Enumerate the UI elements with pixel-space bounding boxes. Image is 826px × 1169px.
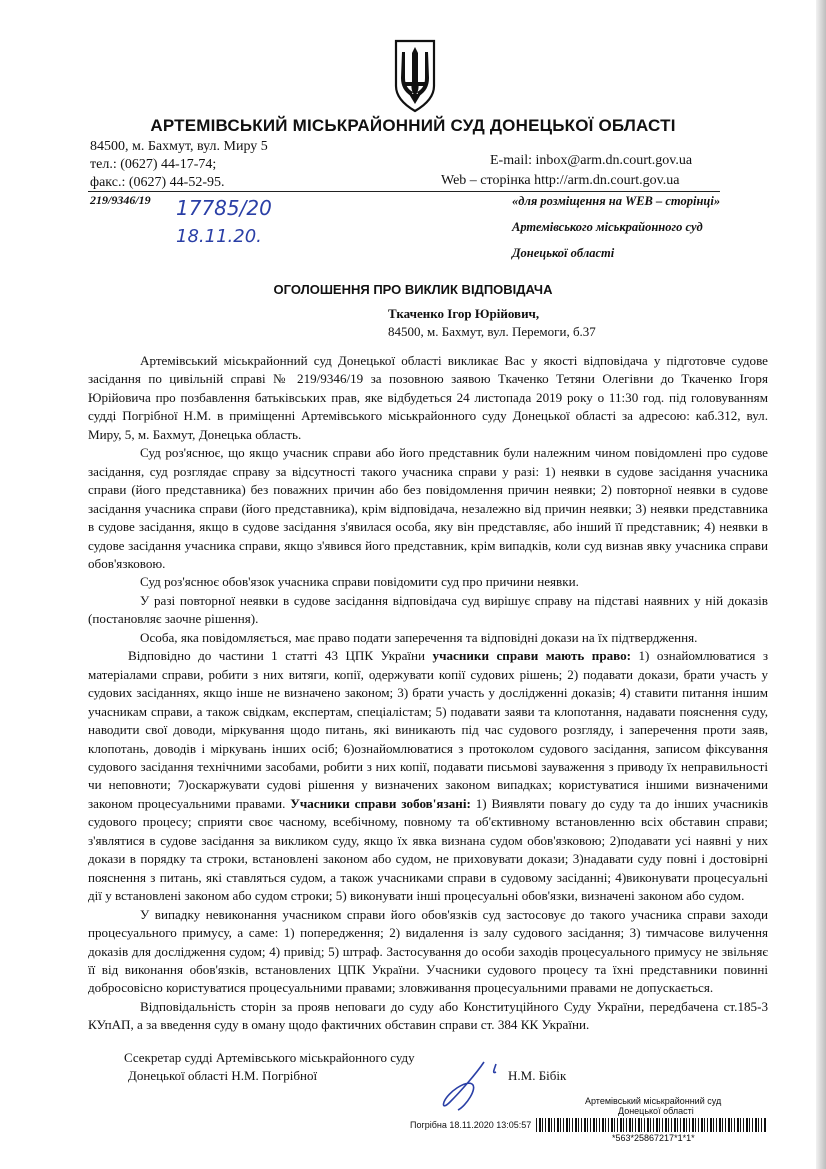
web-note-line-3: Донецької області — [512, 246, 615, 260]
web-note-line-2: Артемівського міськрайонного суд — [512, 220, 703, 234]
handwritten-ref-number: 17785/20 — [176, 196, 272, 220]
paragraph-coercion: У випадку невиконання учасником справи його обов'язків суд застосовує до такого учасника справи заходи процесуального примусу, а саме: 1) попередження; 2) видалення із залу судового засідання; 3) тимчасове вилучення доказів для дослідження судом; 4) привід; 5) штраф. Застосування до особи заходів процесуального примусу не звільняє її від виконання обов'язків, встановлених ЦПК України. Учасники судового процесу та їхні представники повинні добросовісно користуватися процесуальними правами; зловживання процесуальними правами не допускається. — [88, 906, 768, 996]
barcode-text: *563*25867217*1*1* — [612, 1133, 695, 1143]
duties-list: 1) Виявляти повагу до суду та до інших учасників судового процесу; сприяти своє часному, всебічному, повному та об'єктивному встановленню всіх обставин справи; з'являтися в судове засідання за викликом суду, якщо їх явка визнана судом обов'язковою; 2)подавати усі наявні у них докази в порядку та строки, встановлені законом або судом, не приховувати докази; 3)надавати суду повні і достовірні пояснення з питань, які ставляться судом, а також учасниками справи в судовому засіданні; 4)виконувати процесуальні дії у встановлені законом або судом строки; 5) виконувати інші процесуальні обов'язки, визначені законом або судом. — [88, 795, 768, 904]
addressee-address: 84500, м. Бахмут, вул. Перемоги, б.37 — [388, 324, 596, 339]
document-barcode — [536, 1118, 766, 1132]
paragraph-liability: Відповідальність сторін за прояв неповаги до суду або Конституційного Суду України, передбачена ст.185-3 КУпАП, а за введення суду в оману щодо фактичних обставин справи ст. 384 КК України. — [88, 998, 768, 1033]
paragraph-absence-rules: Суд роз'яснює, що якщо учасник справи або його представник були належним чином повідомлені про судове засідання, суд розглядає справу за відсутності такого учасника справи у разі: 1) неявки в судове засідання учасника справи (його представника) без поважних причин або без повідомлення причин неявки; 2) повторної неявки в судове засідання учасника справи (його представника), крім відповідача, незалежно від причин неявки; 3) неявки представника в судове засідання, якщо в судове засідання з'явилася особа, яку він представляє, або інший її представник; 4) неявки в судове засідання учасника справи, якщо з'явився його представник, крім випадків, коли суд визнав явку учасника справи обов'язковою. — [88, 445, 768, 571]
court-address: 84500, м. Бахмут, вул. Миру 5 — [90, 139, 268, 154]
duties-heading: Учасники справи зобов'язані: — [290, 795, 471, 811]
page-edge-shadow — [816, 0, 826, 1169]
footer-court-name: Артемівський міськрайонний суд — [585, 1096, 722, 1106]
paragraph-rights-duties — [88, 647, 768, 905]
rights-intro: Відповідно до частини 1 статті 43 ЦПК України — [128, 648, 433, 664]
case-number: 219/9346/19 — [90, 193, 151, 207]
handwritten-date: 18.11.20. — [176, 226, 262, 247]
paragraph-notify-duty: Суд роз'яснює обов'язок учасника справи повідомити суд про причини неявки. — [140, 574, 579, 590]
signer-name: Н.М. Бібік — [508, 1068, 567, 1083]
paragraph-default-judgment: У разі повторної неявки в судове засідання відповідача суд вирішує справу на підставі наявних у ній доказів (постановляє заочне рішення). — [88, 592, 768, 627]
court-fax: факс.: (0627) 44-52-95. — [90, 175, 225, 190]
rights-heading: учасники справи мають право: — [432, 648, 632, 664]
court-email: E-mail: inbox@arm.dn.court.gov.ua — [490, 153, 693, 168]
handwritten-signature — [436, 1056, 526, 1116]
court-phone: тел.: (0627) 44-17-74; — [90, 157, 217, 172]
signature-title-line-1: Ссекретар судді Артемівського міськрайонного суду — [124, 1050, 415, 1065]
footer-printed-by: Погрібна 18.11.2020 13:05:57 — [410, 1120, 532, 1130]
signature-title-line-2: Донецької області Н.М. Погрібної — [128, 1068, 318, 1083]
addressee-name: Ткаченко Ігор Юрійович, — [388, 306, 540, 321]
document-body — [88, 352, 768, 1035]
paragraph-summons: Артемівський міськрайонний суд Донецької області викликає Вас у якості відповідача у підготовче судове засідання по цивільній справі № 219/9346/19 за позовною заявою Ткаченко Тетяни Олегівни до Ткаченко Ігоря Юрійовича про позбавлення батьківських прав, яке відбудеться 24 листопада 2019 року о 11:30 год. під головуванням судді Погрібної Н.М. в приміщенні Артемівського міськрайонного суду Донецької області за адресою: каб.312, вул. Миру, 5, м. Бахмут, Донецька область. — [88, 353, 768, 442]
web-note-line-1: «для розміщення на WEB – сторінці» — [512, 194, 721, 208]
rights-list: 1) ознайомлюватися з матеріалами справи, робити з них витяги, копії, одержувати копії судових рішень; 2) подавати докази, брати участь у судових засіданнях, якщо інше не визначено законом; 3) брати участь у дослідженні доказів; 4) ставити питання іншим учасникам справи, а також свідкам, експертам, спеціалістам; 5) подавати заяви та клопотання, надавати пояснення суду, наводити свої доводи, міркування щодо питань, які виникають під час судового розгляду, і заперечення проти заяв, клопотань, доводів і міркувань інших осіб; 6)ознайомлюватися з протоколом судового засідання, записом фіксування судового засідання технічними засобами, робити з них копії, подавати письмові зауваження з приводу їх неправильності чи неповноти; 7)оскаржувати судові рішення у визначених законом випадках; користуватися іншими визначеними законом процесуальними правами. — [88, 648, 769, 811]
paragraph-objection-right: Особа, яка повідомляється, має право подати заперечення та відповідні докази на їх підтвердження. — [140, 629, 698, 645]
court-website: Web – сторінка http://arm.dn.court.gov.ua — [441, 173, 680, 188]
header-divider — [88, 191, 720, 192]
footer-region: Донецької області — [618, 1106, 694, 1116]
trident-emblem-icon — [393, 38, 437, 114]
document-title: ОГОЛОШЕННЯ ПРО ВИКЛИК ВІДПОВІДАЧА — [273, 282, 553, 297]
court-name: АРТЕМІВСЬКИЙ МІСЬКРАЙОННИЙ СУД ДОНЕЦЬКОЇ ОБЛАСТІ — [150, 116, 676, 135]
